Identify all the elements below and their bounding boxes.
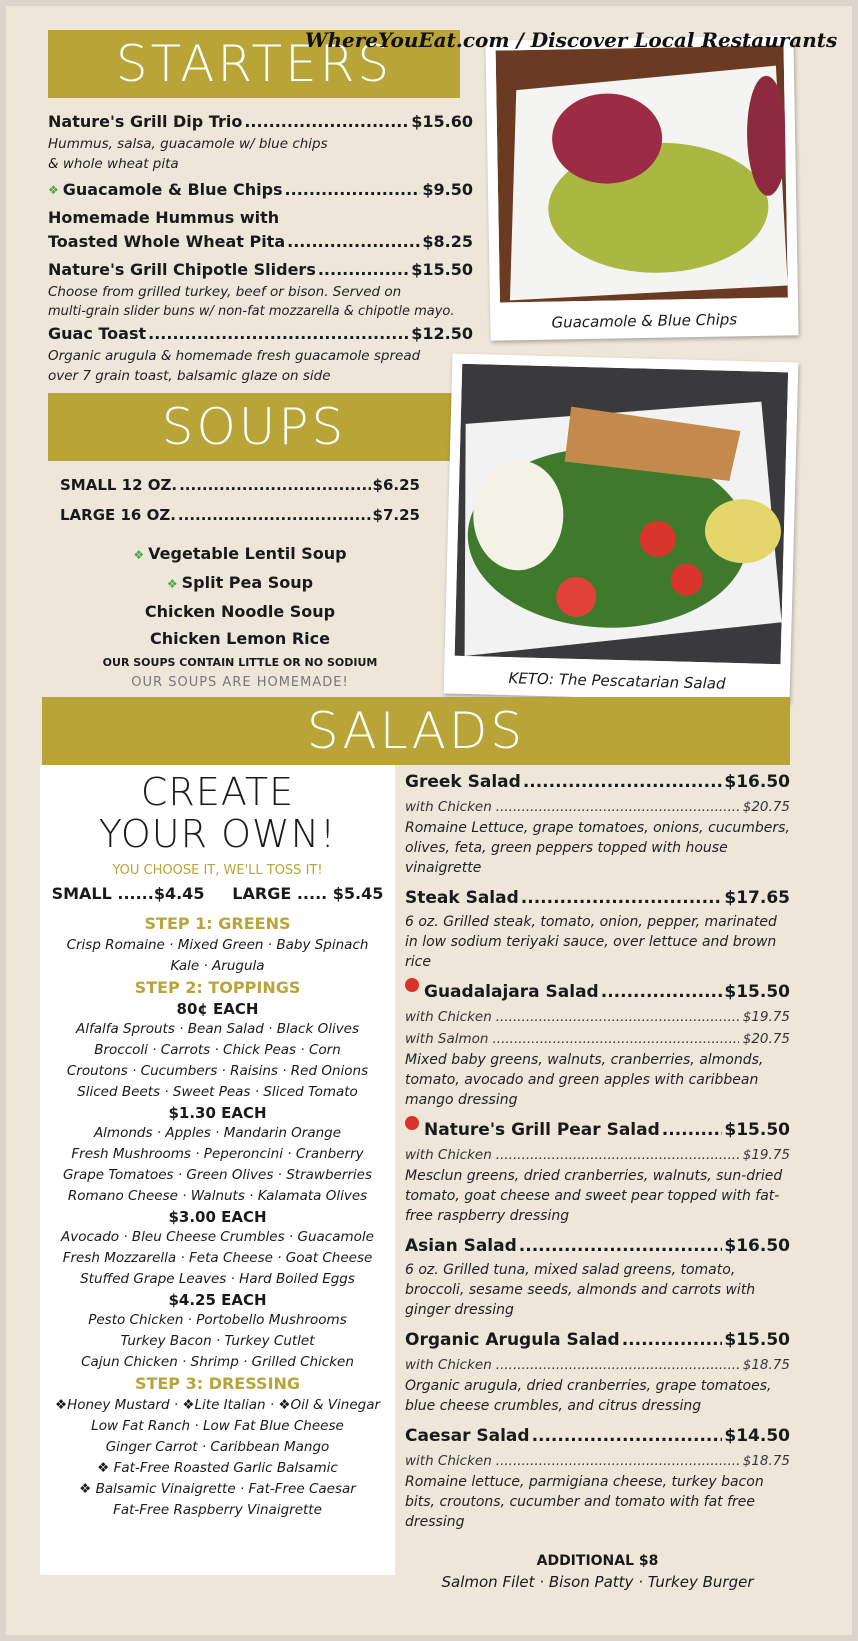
option-line: Broccoli · Carrots · Chick Peas · Corn	[94, 1042, 341, 1058]
homemade-note: OUR SOUPS ARE HOMEMADE!	[131, 675, 349, 690]
option-line: Avocado · Bleu Cheese Crumbles · Guacamole	[61, 1229, 374, 1245]
photo-caption: Guacamole & Blue Chips	[551, 310, 738, 332]
option-price: $19.75	[742, 1009, 790, 1025]
add-protein-option	[405, 796, 790, 818]
dressing-line: ❖Honey Mustard · ❖Lite Italian · ❖Oil & Vinegar	[54, 1397, 381, 1413]
salad-title-row	[405, 1116, 790, 1144]
option-line: Romano Cheese · Walnuts · Kalamata Olives	[67, 1188, 368, 1204]
add-protein-option	[405, 1028, 790, 1050]
item-desc: Romaine Lettuce, grape tomatoes, onions, cucumbers, olives, feta, green peppers topped with house vinaigrette	[405, 820, 790, 876]
guacamole-image	[496, 46, 788, 303]
item-price: $8.25	[422, 232, 473, 251]
add-protein-option	[405, 1144, 790, 1166]
step-heading: STEP 3: DRESSING	[134, 1374, 301, 1393]
item-price: $17.65	[724, 888, 790, 908]
option-line: Sliced Beets · Sweet Peas · Sliced Tomato	[77, 1084, 358, 1100]
step-heading: STEP 2: TOPPINGS	[134, 978, 301, 997]
step-heading: STEP 1: GREENS	[144, 914, 291, 933]
option-price: $19.75	[742, 1147, 790, 1163]
item-name: Nature's Grill Pear Salad	[424, 1120, 660, 1140]
item-price: $15.60	[411, 112, 473, 131]
size-price: $7.25	[372, 506, 420, 524]
option-line: Grape Tomatoes · Green Olives · Strawberries	[62, 1167, 373, 1183]
cyo-title: CREATE	[140, 770, 295, 814]
tier-label: $4.25 EACH	[168, 1291, 267, 1309]
cyo-title: YOUR OWN!	[98, 812, 337, 856]
leader-dots	[179, 470, 370, 500]
item-price: $16.50	[724, 1236, 790, 1256]
item-price: $15.50	[724, 1120, 790, 1140]
item-price: $15.50	[724, 982, 790, 1002]
vegan-icon: ❖	[133, 548, 145, 562]
salad-item	[405, 1422, 790, 1532]
additional-section	[405, 1545, 790, 1591]
item-price: $16.50	[724, 772, 790, 792]
option-label: with Chicken	[405, 1147, 492, 1163]
item-desc: & whole wheat pita	[48, 156, 179, 172]
sodium-note: OUR SOUPS CONTAIN LITTLE OR NO SODIUM	[102, 656, 378, 669]
option-line: Alfalfa Sprouts · Bean Salad · Black Olives	[75, 1021, 360, 1037]
item-price: $12.50	[411, 324, 473, 343]
leader-dots	[178, 500, 371, 530]
leader-dots	[493, 1028, 739, 1050]
option-price: $20.75	[742, 799, 790, 815]
tier-label: $1.30 EACH	[168, 1104, 267, 1122]
soup-item: Chicken Lemon Rice	[150, 629, 330, 648]
soups-section	[60, 470, 420, 690]
salad-item	[405, 1116, 790, 1226]
tier-label: $3.00 EACH	[168, 1208, 267, 1226]
salad-title-row	[405, 884, 790, 912]
item-desc: over 7 grain toast, balsamic glaze on side	[48, 368, 331, 384]
tier-label: 80¢ EACH	[176, 1000, 259, 1018]
option-label: with Salmon	[405, 1031, 489, 1047]
size-price: $6.25	[372, 476, 420, 494]
tomato-icon	[405, 1116, 419, 1130]
option-line: Almonds · Apples · Mandarin Orange	[93, 1125, 342, 1141]
salad-item	[405, 884, 790, 972]
salad-image	[455, 364, 789, 664]
item-desc: 6 oz. Grilled steak, tomato, onion, pepper, marinated in low sodium teriyaki sauce, over lettuce and brown rice	[405, 914, 777, 970]
leader-dots	[148, 322, 409, 346]
starters-banner: STARTERS	[48, 30, 460, 98]
leader-dots	[662, 1116, 723, 1144]
vegan-icon: ❖	[166, 577, 178, 591]
option-line: Kale · Arugula	[170, 958, 265, 974]
leader-dots	[285, 178, 421, 202]
soup-item	[60, 569, 420, 598]
starters-list	[48, 110, 473, 386]
salad-item	[405, 978, 790, 1110]
leader-dots	[496, 1354, 739, 1376]
item-desc: 6 oz. Grilled tuna, mixed salad greens, tomato, broccoli, sesame seeds, almonds and carrots with ginger dressing	[405, 1262, 756, 1318]
item-desc: Hummus, salsa, guacamole w/ blue chips	[48, 136, 328, 152]
soup-item	[60, 540, 420, 569]
item-name: Guacamole & Blue Chips	[62, 180, 283, 199]
soup-name: Split Pea Soup	[181, 573, 314, 592]
leader-dots	[523, 768, 723, 796]
photo-salad	[444, 354, 799, 703]
additional-items: Salmon Filet · Bison Patty · Turkey Burger	[441, 1573, 754, 1591]
salad-title-row	[405, 1422, 790, 1450]
salad-title-row	[405, 978, 790, 1006]
item-name: Caesar Salad	[405, 1426, 530, 1446]
leader-dots	[521, 884, 723, 912]
salad-list	[405, 768, 790, 1538]
soup-size	[60, 500, 420, 530]
option-label: with Chicken	[405, 799, 492, 815]
item-price: $9.50	[422, 180, 473, 199]
salad-item	[405, 768, 790, 878]
add-protein-option	[405, 1450, 790, 1472]
additional-heading: ADDITIONAL $8	[536, 1553, 659, 1569]
menu-item	[48, 178, 473, 202]
watermark: WhereYouEat.com / Discover Local Restaurants	[305, 28, 838, 52]
dressing-line: Ginger Carrot · Caribbean Mango	[105, 1439, 330, 1455]
option-label: with Chicken	[405, 1009, 492, 1025]
option-line: Turkey Bacon · Turkey Cutlet	[120, 1333, 315, 1349]
menu-item	[48, 110, 473, 134]
add-protein-option	[405, 1354, 790, 1376]
leader-dots	[244, 110, 409, 134]
item-price: $15.50	[411, 260, 473, 279]
item-price: $14.50	[724, 1426, 790, 1446]
salad-title-row	[405, 768, 790, 796]
menu-item	[48, 322, 473, 346]
item-desc: multi-grain slider buns w/ non-fat mozzarella & chipotle mayo.	[48, 304, 455, 319]
soups-banner: SOUPS	[48, 393, 460, 461]
dressing-line: ❖ Balsamic Vinaigrette · Fat-Free Caesar	[79, 1481, 356, 1497]
salads-banner: SALADS	[42, 697, 790, 765]
item-price: $15.50	[724, 1330, 790, 1350]
option-price: $20.75	[742, 1031, 790, 1047]
leader-dots	[532, 1422, 723, 1450]
menu-item	[48, 230, 473, 254]
item-name-line	[48, 206, 473, 230]
leader-dots	[496, 1450, 739, 1472]
soup-list	[60, 540, 420, 652]
item-name: Nature's Grill Chipotle Sliders	[48, 260, 316, 279]
item-desc: Mixed baby greens, walnuts, cranberries, almonds, tomato, avocado and green apples with caribbean mango dressing	[405, 1052, 764, 1108]
size-name: SMALL 12 OZ.	[60, 476, 178, 494]
option-line: Cajun Chicken · Shrimp · Grilled Chicken	[81, 1354, 354, 1370]
option-label: with Chicken	[405, 1453, 492, 1469]
salad-item	[405, 1326, 790, 1416]
item-desc: Mesclun greens, dried cranberries, walnuts, sun-dried tomato, goat cheese and sweet pear topped with fat-free raspberry dressing	[405, 1168, 783, 1224]
soup-name: Vegetable Lentil Soup	[148, 544, 347, 563]
leader-dots	[287, 230, 420, 254]
dressing-line: Low Fat Ranch · Low Fat Blue Cheese	[91, 1418, 344, 1434]
leader-dots	[519, 1232, 723, 1260]
option-price: $18.75	[742, 1453, 790, 1469]
menu-item	[48, 258, 473, 282]
option-line: Stuffed Grape Leaves · Hard Boiled Eggs	[80, 1271, 355, 1287]
dressing-line: ❖ Fat-Free Roasted Garlic Balsamic	[97, 1460, 338, 1476]
dressing-line: Fat-Free Raspberry Vinaigrette	[113, 1502, 322, 1518]
cyo-tagline: YOU CHOOSE IT, WE'LL TOSS IT!	[112, 863, 323, 878]
item-desc: Choose from grilled turkey, beef or bison. Served on	[48, 284, 402, 300]
salad-title-row	[405, 1232, 790, 1260]
option-line: Fresh Mozzarella · Feta Cheese · Goat Cheese	[62, 1250, 373, 1266]
item-name: Nature's Grill Dip Trio	[48, 112, 243, 131]
option-price: $18.75	[742, 1357, 790, 1373]
create-your-own-box	[40, 765, 395, 1575]
photo-guacamole	[485, 35, 798, 340]
soup-item: Chicken Noodle Soup	[144, 602, 336, 621]
leader-dots	[496, 796, 739, 818]
item-name: Homemade Hummus with	[48, 208, 280, 227]
vegan-icon: ❖	[48, 183, 59, 197]
option-line: Pesto Chicken · Portobello Mushrooms	[88, 1312, 347, 1328]
tomato-icon	[405, 978, 419, 992]
item-desc: Organic arugula, dried cranberries, grape tomatoes, blue cheese crumbles, and citrus dressing	[405, 1378, 772, 1414]
soup-size	[60, 470, 420, 500]
option-line: Crisp Romaine · Mixed Green · Baby Spinach	[66, 937, 369, 953]
item-name: Guac Toast	[48, 324, 147, 343]
leader-dots	[601, 978, 723, 1006]
leader-dots	[496, 1006, 739, 1028]
add-protein-option	[405, 1006, 790, 1028]
item-name: Organic Arugula Salad	[405, 1330, 620, 1350]
leader-dots	[622, 1326, 723, 1354]
option-line: Fresh Mushrooms · Peperoncini · Cranberry	[71, 1146, 364, 1162]
item-name: Steak Salad	[405, 888, 519, 908]
leader-dots	[318, 258, 409, 282]
item-name: Toasted Whole Wheat Pita	[48, 232, 286, 251]
salad-item	[405, 1232, 790, 1320]
item-name: Asian Salad	[405, 1236, 517, 1256]
leader-dots	[496, 1144, 739, 1166]
cyo-sizes: SMALL ......$4.45 LARGE ..... $5.45	[51, 884, 384, 903]
option-label: with Chicken	[405, 1357, 492, 1373]
option-line: Croutons · Cucumbers · Raisins · Red Onions	[66, 1063, 369, 1079]
item-name: Guadalajara Salad	[424, 982, 599, 1002]
item-desc: Romaine lettuce, parmigiana cheese, turkey bacon bits, croutons, cucumber and tomato with fat free dressing	[405, 1474, 764, 1530]
salad-title-row	[405, 1326, 790, 1354]
size-name: LARGE 16 OZ.	[60, 506, 176, 524]
item-name: Greek Salad	[405, 772, 521, 792]
item-desc: Organic arugula & homemade fresh guacamole spread	[48, 348, 421, 364]
photo-caption: KETO: The Pescatarian Salad	[508, 669, 726, 693]
